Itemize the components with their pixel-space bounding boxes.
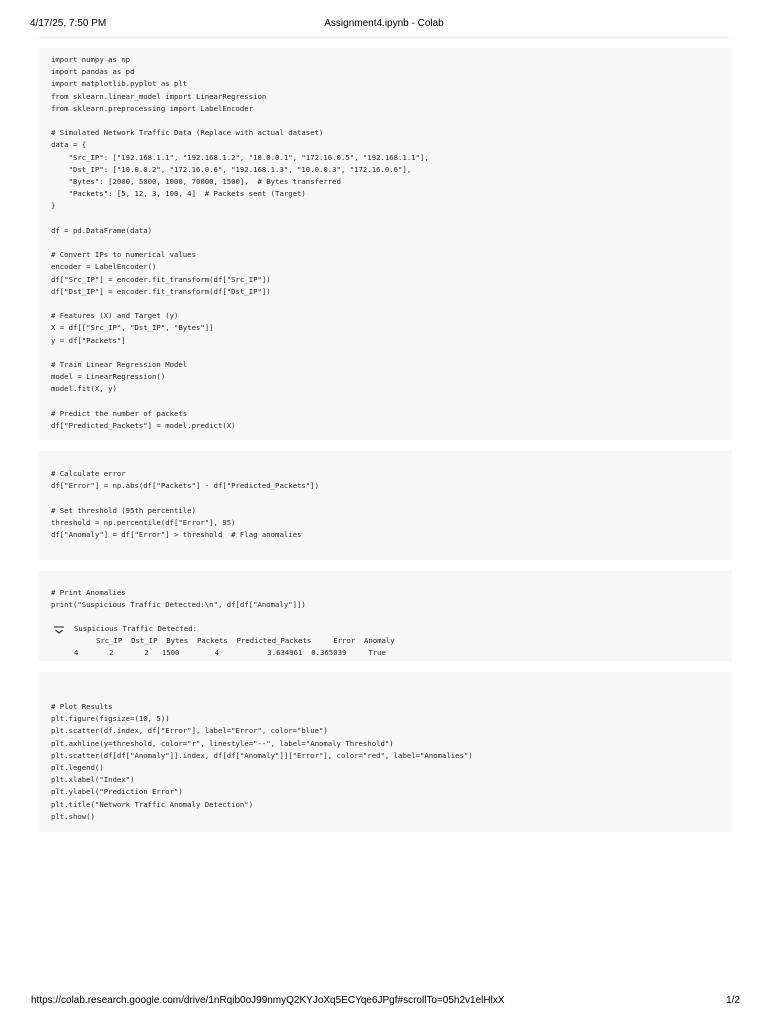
- code-cell-1[interactable]: [38, 48, 732, 440]
- code-cell-3[interactable]: [38, 571, 732, 661]
- print-header: [0, 18, 768, 32]
- print-footer: [0, 995, 768, 1009]
- notebook-title: Assignment4.ipynb - Colab: [324, 18, 444, 29]
- print-datetime: 4/17/25, 7:50 PM: [30, 18, 107, 29]
- output-toggle-icon[interactable]: [53, 624, 65, 636]
- code-editor[interactable]: # Plot Results plt.figure(figsize=(10, 5)) plt.scatter(df.index, df["Error"], label="Error", color="blue") plt.axhline(y=threshold, color="r", linestyle="--", label="Anomaly Threshold") plt.scatter(df[df["Anomaly"]].index, df[df["Anomaly"]]["Error"], color="red", label="Anomalies") plt.legend() plt.xlabel("Index") plt.ylabel("Prediction Error") plt.title("Network Traffic Anomaly Detection") plt.show(): [51, 702, 473, 821]
- page-number: 1/2: [726, 995, 740, 1006]
- code-editor[interactable]: # Print Anomalies print("Suspicious Traffic Detected:\n", df[df["Anomaly"]]): [51, 588, 306, 610]
- code-editor[interactable]: import numpy as np import pandas as pd import matplotlib.pyplot as plt from sklearn.linear_model import LinearRegression from sklearn.preprocessing import LabelEncoder # Simulated Network Traffic Data (Replace with actual dataset) data = { "Src_IP": ["192.168.1.1", "192.168.1.2", "10.0.0.1", "172.16.0.5", "192.168.1.1"], "Dst_IP": ["10.0.0.2", "172.16.0.6", "192.168.1.3", "10.0.0.3", "172.16.0.6"], "Bytes": [2000, 5000, 1000, 70000, 1500], # Bytes transferred "Packets": [5, 12, 3, 100, 4] # Packets sent (Target) } df = pd.DataFrame(data) # Convert IPs to numerical values encoder = LabelEncoder() df["Src_IP"] = encoder.fit_transform(df["Src_IP"]) df["Dst_IP"] = encoder.fit_transform(df["Dst_IP"]) # Features (X) and Target (y) X = df[["Src_IP", "Dst_IP", "Bytes"]] y = df["Packets"] # Train Linear Regression Model model = LinearRegression() model.fit(X, y) # Predict the number of packets df["Predicted_Packets"] = model.predict(X): [51, 55, 429, 431]
- code-cell-2[interactable]: [38, 451, 732, 560]
- cell-output: Suspicious Traffic Detected: Src_IP Dst_IP Bytes Packets Predicted_Packets Error Anomaly 4 2 2 1500 4 3.634961 0.365039 True: [74, 624, 395, 658]
- header-divider: [38, 37, 730, 38]
- page-url: https://colab.research.google.com/drive/1nRqib0oJ99nmyQ2KYJoXq5ECYqe6JPgf#scrollTo=05h2v1elHlxX: [31, 995, 505, 1006]
- code-editor[interactable]: # Calculate error df["Error"] = np.abs(df["Packets"] - df["Predicted_Packets"]) # Set threshold (95th percentile) threshold = np.percentile(df["Error"], 95) df["Anomaly"] = df["Error"] > threshold # Flag anomalies: [51, 469, 319, 540]
- code-cell-4[interactable]: [38, 672, 732, 832]
